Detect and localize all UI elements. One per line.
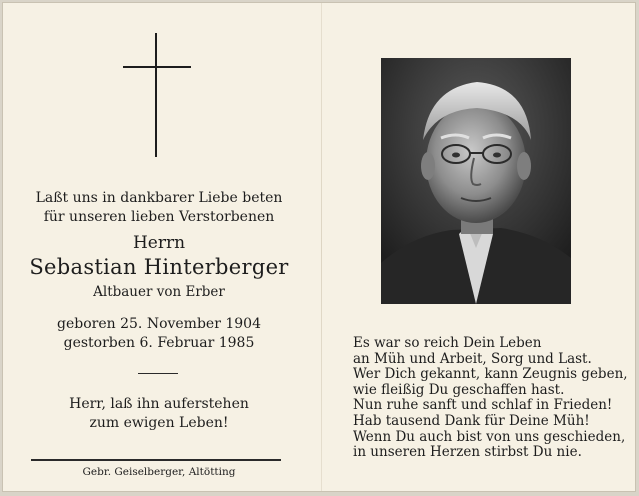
resurrection-prayer <box>3 395 315 433</box>
poem-line: Es war so reich Dein Leben <box>353 335 542 351</box>
life-dates <box>3 315 315 353</box>
prayer-text <box>3 189 315 227</box>
printer-credit: Gebr. Geiselberger, Altötting <box>82 466 236 478</box>
poem-line: in unseren Herzen stirbst Du nie. <box>353 444 582 461</box>
deceased-occupation: Altbauer von Erber <box>93 284 225 300</box>
poem-line: Wer Dich gekannt, kann Zeugnis geben, <box>353 366 628 383</box>
deceased-name: Sebastian Hinterberger <box>29 255 289 279</box>
portrait-photo <box>381 58 571 304</box>
salutation: Herrn <box>132 233 186 253</box>
resurrection-line-2: zum ewigen Leben! <box>89 415 229 431</box>
poem-line: an Müh und Arbeit, Sorg und Last. <box>353 350 592 367</box>
poem-line: Wenn Du auch bist von uns geschieden, <box>353 428 626 445</box>
cross-vertical-bar <box>155 33 157 157</box>
resurrection-line-1: Herr, laß ihn auferstehen <box>69 396 249 412</box>
poem-line: wie fleißig Du geschaffen hast. <box>353 381 565 398</box>
poem-line: Hab tausend Dank für Deine Müh! <box>353 412 590 429</box>
poem-line: Nun ruhe sanft und schlaf in Frieden! <box>353 397 613 414</box>
fold-line <box>321 3 322 491</box>
death-date: gestorben 6. Februar 1985 <box>63 335 255 351</box>
birth-date: geboren 25. November 1904 <box>57 316 261 332</box>
poem-text <box>353 336 633 461</box>
prayer-line-1: Laßt uns in dankbarer Liebe beten <box>35 190 283 206</box>
short-divider <box>138 373 178 374</box>
prayer-line-2: für unseren lieben Verstorbenen <box>43 209 275 225</box>
bottom-divider <box>31 459 281 461</box>
cross-horizontal-bar <box>123 66 191 68</box>
memorial-card <box>2 2 636 492</box>
portrait-photo-image <box>381 58 571 304</box>
